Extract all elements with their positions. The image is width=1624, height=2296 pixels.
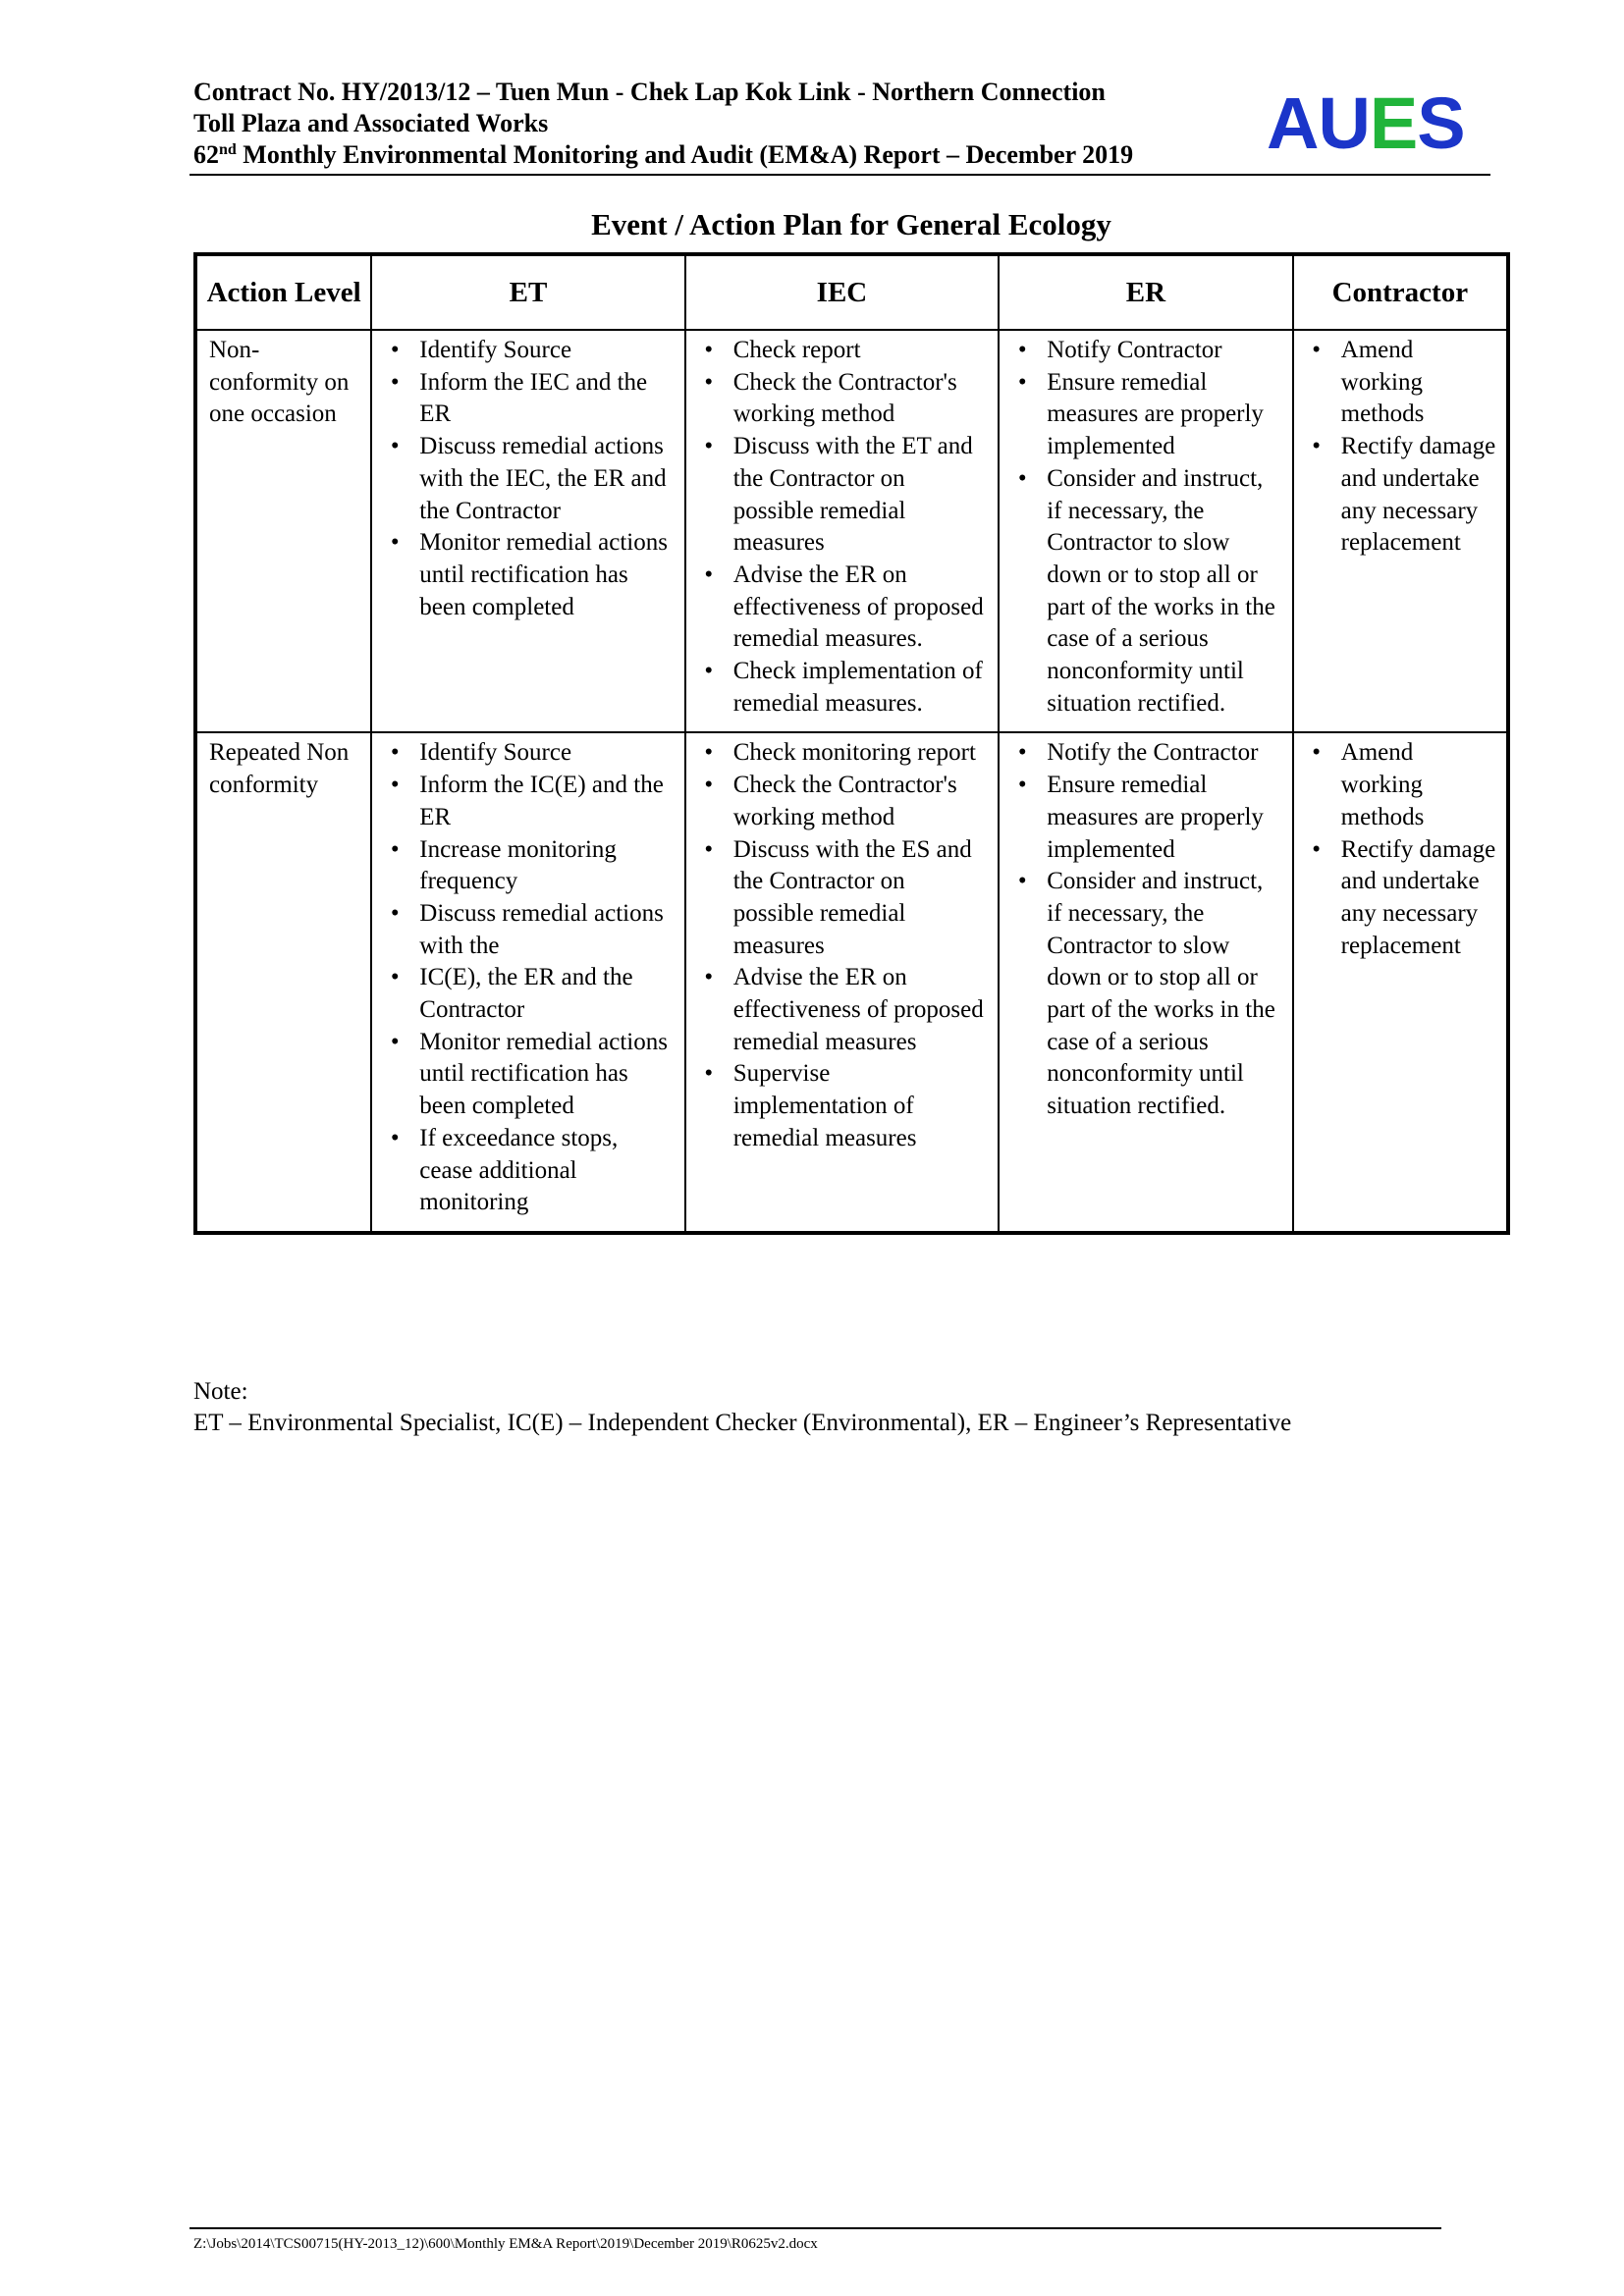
table-body: [195, 330, 1508, 1233]
header-line-works: Toll Plaza and Associated Works: [193, 109, 549, 137]
note-label: Note:: [193, 1378, 248, 1405]
bullet-icon: •: [704, 739, 714, 767]
list-item-text: Notify the Contractor: [1047, 739, 1259, 767]
er-action-list: [1013, 335, 1283, 720]
aues-logo: [1267, 84, 1465, 163]
list-item-text: Monitor remedial actions until rectification has been completed: [419, 1028, 668, 1120]
list-item: [700, 962, 990, 1058]
list-item-text: Identify Source: [419, 337, 572, 363]
er-actions-cell: [999, 330, 1292, 732]
bullet-icon: •: [1312, 835, 1322, 863]
list-item: [386, 335, 676, 367]
list-item: [386, 898, 676, 962]
list-item-text: Notify Contractor: [1047, 337, 1222, 363]
list-item-text: Check the Contractor's working method: [732, 772, 957, 830]
list-item: [386, 527, 676, 623]
column-header-er: ER: [999, 254, 1292, 330]
list-item: [1308, 335, 1498, 431]
action-level-cell: Non-conformity on one occasion: [195, 330, 371, 732]
list-item: [1013, 367, 1283, 463]
logo-letter-s: S: [1417, 82, 1465, 164]
list-item: [700, 335, 990, 367]
table-row: [195, 330, 1508, 732]
list-item-text: Discuss remedial actions with the: [419, 899, 664, 959]
bullet-icon: •: [390, 835, 400, 863]
list-item-text: Identify Source: [419, 739, 572, 767]
list-item-text: Amend working methods: [1340, 739, 1425, 830]
list-item-text: Check monitoring report: [732, 739, 976, 767]
iec-actions-cell: [685, 330, 999, 732]
list-item-text: Increase monitoring frequency: [419, 835, 617, 895]
bullet-icon: •: [1017, 739, 1027, 767]
footer-file-path: Z:\Jobs\2014\TCS00715(HY-2013_12)\600\Monthly EM&A Report\2019\December 2019\R0625v2.docx: [193, 2236, 818, 2252]
er-actions-cell: [999, 732, 1292, 1233]
column-header-iec: IEC: [685, 254, 999, 330]
list-item: [700, 1058, 990, 1154]
column-header-action-level: Action Level: [195, 254, 371, 330]
list-item-text: Advise the ER on effectiveness of proposed remedial measures.: [732, 561, 984, 653]
list-item-text: Ensure remedial measures are properly implemented: [1047, 772, 1264, 863]
list-item-text: Advise the ER on effectiveness of proposed remedial measures: [732, 964, 984, 1055]
list-item-text: Consider and instruct, if necessary, the Contractor to slow down or to stop all or part of the works in the case of a serious nonconformity until situation rectified.: [1047, 868, 1275, 1120]
table-header-row: [195, 254, 1508, 330]
contractor-actions-cell: [1293, 732, 1508, 1233]
iec-action-list: [700, 335, 990, 720]
column-header-et: ET: [371, 254, 684, 330]
table-row: [195, 732, 1508, 1233]
bullet-icon: •: [1017, 868, 1027, 895]
et-action-list: [386, 335, 676, 623]
list-item: [700, 834, 990, 963]
bullet-icon: •: [390, 772, 400, 799]
list-item-text: Check implementation of remedial measures.: [732, 658, 983, 717]
list-item: [700, 560, 990, 656]
list-item-text: Rectify damage and undertake any necessary replacement: [1340, 433, 1496, 557]
et-actions-cell: [371, 330, 684, 732]
note-text: ET – Environmental Specialist, IC(E) – Independent Checker (Environmental), ER – Engineer’s Representative: [193, 1410, 1292, 1436]
list-item-text: Inform the IEC and the ER: [419, 368, 648, 428]
report-number: 62: [193, 140, 219, 169]
bullet-icon: •: [704, 368, 714, 396]
bullet-icon: •: [1312, 433, 1322, 460]
list-item: [1308, 737, 1498, 833]
logo-letter-u: U: [1318, 82, 1370, 164]
bullet-icon: •: [390, 739, 400, 767]
bullet-icon: •: [390, 1028, 400, 1055]
contractor-actions-cell: [1293, 330, 1508, 732]
er-action-list: [1013, 737, 1283, 1122]
list-item-text: IC(E), the ER and the Contractor: [419, 964, 633, 1024]
list-item: [386, 737, 676, 770]
bullet-icon: •: [704, 433, 714, 460]
iec-action-list: [700, 737, 990, 1154]
list-item-text: Check the Contractor's working method: [732, 368, 957, 428]
list-item-text: Monitor remedial actions until rectification has been completed: [419, 529, 668, 620]
logo-letter-a: A: [1267, 82, 1319, 164]
bullet-icon: •: [1017, 772, 1027, 799]
bullet-icon: •: [704, 561, 714, 588]
bullet-icon: •: [704, 1060, 714, 1088]
list-item: [386, 367, 676, 431]
footer-divider: [189, 2227, 1441, 2229]
list-item-text: Amend working methods: [1340, 337, 1425, 428]
action-level-cell: Repeated Non conformity: [195, 732, 371, 1233]
list-item: [386, 834, 676, 898]
bullet-icon: •: [390, 433, 400, 460]
list-item-text: Supervise implementation of remedial measures: [732, 1060, 917, 1151]
bullet-icon: •: [704, 835, 714, 863]
list-item: [1013, 463, 1283, 721]
bullet-icon: •: [390, 899, 400, 927]
list-item: [700, 737, 990, 770]
list-item-text: Inform the IC(E) and the ER: [419, 772, 664, 830]
et-action-list: [386, 737, 676, 1219]
list-item: [386, 962, 676, 1026]
bullet-icon: •: [1312, 739, 1322, 767]
bullet-icon: •: [1017, 337, 1027, 363]
bullet-icon: •: [390, 964, 400, 991]
list-item: [386, 431, 676, 527]
list-item: [700, 367, 990, 431]
bullet-icon: •: [390, 529, 400, 557]
list-item: [386, 770, 676, 833]
list-item-text: Discuss remedial actions with the IEC, the ER and the Contractor: [419, 433, 667, 524]
list-item-text: Discuss with the ES and the Contractor on possible remedial measures: [732, 835, 972, 959]
bullet-icon: •: [1017, 464, 1027, 492]
bullet-icon: •: [1017, 368, 1027, 396]
report-title: Monthly Environmental Monitoring and Audit (EM&A) Report – December 2019: [236, 140, 1134, 169]
report-number-suffix: nd: [219, 141, 237, 158]
bullet-icon: •: [704, 772, 714, 799]
bullet-icon: •: [390, 1124, 400, 1151]
event-action-plan-table: [193, 252, 1510, 1235]
list-item: [1013, 866, 1283, 1123]
et-actions-cell: [371, 732, 684, 1233]
header-line-report: [193, 139, 1133, 171]
contractor-action-list: [1308, 335, 1498, 560]
list-item: [700, 431, 990, 560]
column-header-contractor: Contractor: [1293, 254, 1508, 330]
header-text: [193, 77, 1133, 171]
table-title: Event / Action Plan for General Ecology: [591, 207, 1111, 241]
list-item-text: Rectify damage and undertake any necessary replacement: [1340, 835, 1496, 959]
logo-letter-e: E: [1369, 82, 1418, 164]
bullet-icon: •: [704, 964, 714, 991]
list-item: [386, 1123, 676, 1219]
list-item: [1308, 834, 1498, 963]
list-item-text: Ensure remedial measures are properly implemented: [1047, 368, 1264, 460]
list-item-text: Discuss with the ET and the Contractor on possible remedial measures: [732, 433, 973, 557]
table-note: [193, 1376, 1291, 1439]
list-item: [1013, 770, 1283, 866]
bullet-icon: •: [390, 368, 400, 396]
contractor-action-list: [1308, 737, 1498, 962]
list-item: [386, 1027, 676, 1123]
bullet-icon: •: [704, 658, 714, 685]
page-header: [193, 77, 1489, 175]
list-item: [1013, 737, 1283, 770]
bullet-icon: •: [1312, 337, 1322, 363]
iec-actions-cell: [685, 732, 999, 1233]
header-divider: [189, 174, 1490, 176]
list-item: [700, 770, 990, 833]
bullet-icon: •: [390, 337, 400, 363]
list-item-text: If exceedance stops, cease additional monitoring: [419, 1124, 619, 1216]
list-item: [1013, 335, 1283, 367]
list-item: [1308, 431, 1498, 560]
header-line-contract: Contract No. HY/2013/12 – Tuen Mun - Chek Lap Kok Link - Northern Connection: [193, 78, 1106, 106]
bullet-icon: •: [704, 337, 714, 363]
list-item-text: Consider and instruct, if necessary, the Contractor to slow down or to stop all or part of the works in the case of a serious nonconformity until situation rectified.: [1047, 464, 1275, 717]
list-item-text: Check report: [732, 337, 861, 363]
list-item: [700, 656, 990, 720]
